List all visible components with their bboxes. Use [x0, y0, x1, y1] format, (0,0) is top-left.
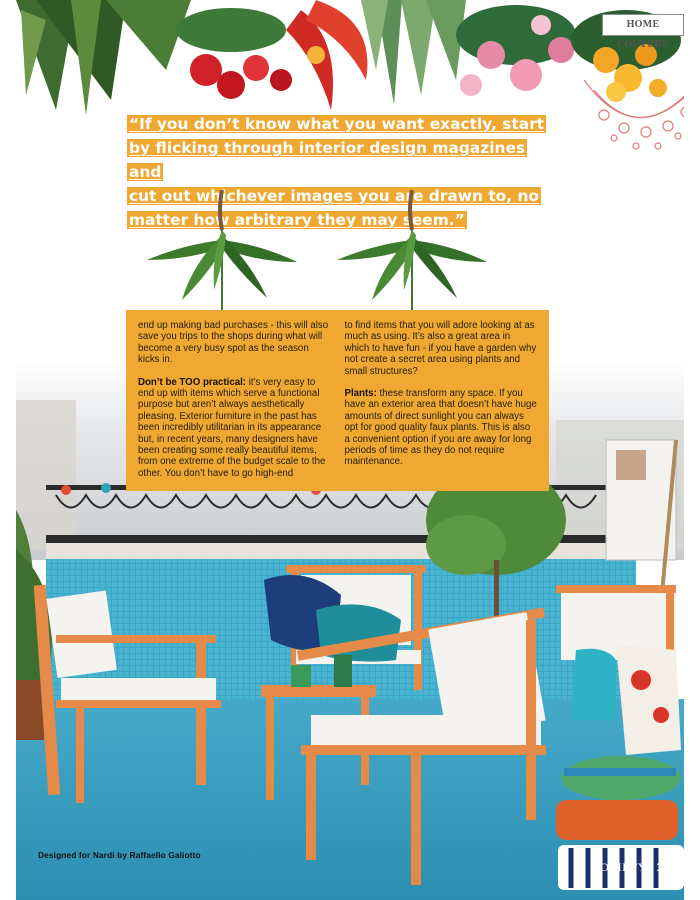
paragraph-body: these transform any space. If you have an exterior area that doesn’t have huge amounts of direct sunlight you can always opt for good quality faux plants. This is also a convenient option if you are away for long periods of time as they do not require maintenance.	[344, 388, 537, 468]
paragraph	[345, 388, 538, 468]
article-text-box	[126, 310, 549, 491]
folio-separator: |	[650, 860, 653, 874]
flower-cluster-pink	[456, 5, 576, 96]
article-column-right	[345, 320, 538, 483]
hanging-plant-right	[332, 190, 492, 320]
article-column-left	[138, 320, 331, 483]
subheading: Don’t be TOO practical:	[138, 376, 247, 388]
paragraph: end up making bad purchases - this will also save you trips to the shops during what will become a very busy spot as the season kicks in.	[138, 320, 329, 366]
lace-doily-illustration	[574, 60, 684, 160]
pull-quote-line: by flicking through interior design magazines and	[129, 139, 526, 181]
page-number: 125	[656, 860, 678, 874]
pull-quote-line: matter how arbitrary they may seem.”	[129, 211, 465, 229]
paragraph	[138, 377, 331, 480]
grass-spikes	[361, 0, 466, 105]
palm-leaves	[16, 0, 191, 115]
flower-cluster-red	[176, 0, 367, 110]
paragraph: to find items that you will adore looking at as much as using. It’s also a great area in which to have fun - if you have a garden why not create a secret area using plants and small structures?	[344, 320, 537, 377]
hanging-plant-left	[142, 190, 302, 320]
subheading: Plants:	[344, 388, 377, 400]
pull-quote-line: “If you don’t know what you want exactly, start	[129, 115, 545, 133]
paragraph-body: it’s very easy to end up with items which serve a functional purpose but aren’t always aesthetically pleasing. Exterior furniture in the past has been incredibly utilitarian in its appearance but, in recent years, many designers have been creating some really beautiful items, from one extreme of the budget scale to the other. You don’t have to go high-end	[138, 376, 326, 479]
page-folio	[593, 860, 678, 875]
section-tag: HOME COUTURE	[602, 14, 684, 36]
photo-credit: Designed for Nardi by Raffaello Galiotto	[38, 850, 201, 860]
magazine-page	[16, 0, 684, 900]
magazine-name: SOCIETY	[592, 860, 647, 874]
pull-quote-line: cut out whichever images you are drawn to, no	[129, 187, 539, 205]
